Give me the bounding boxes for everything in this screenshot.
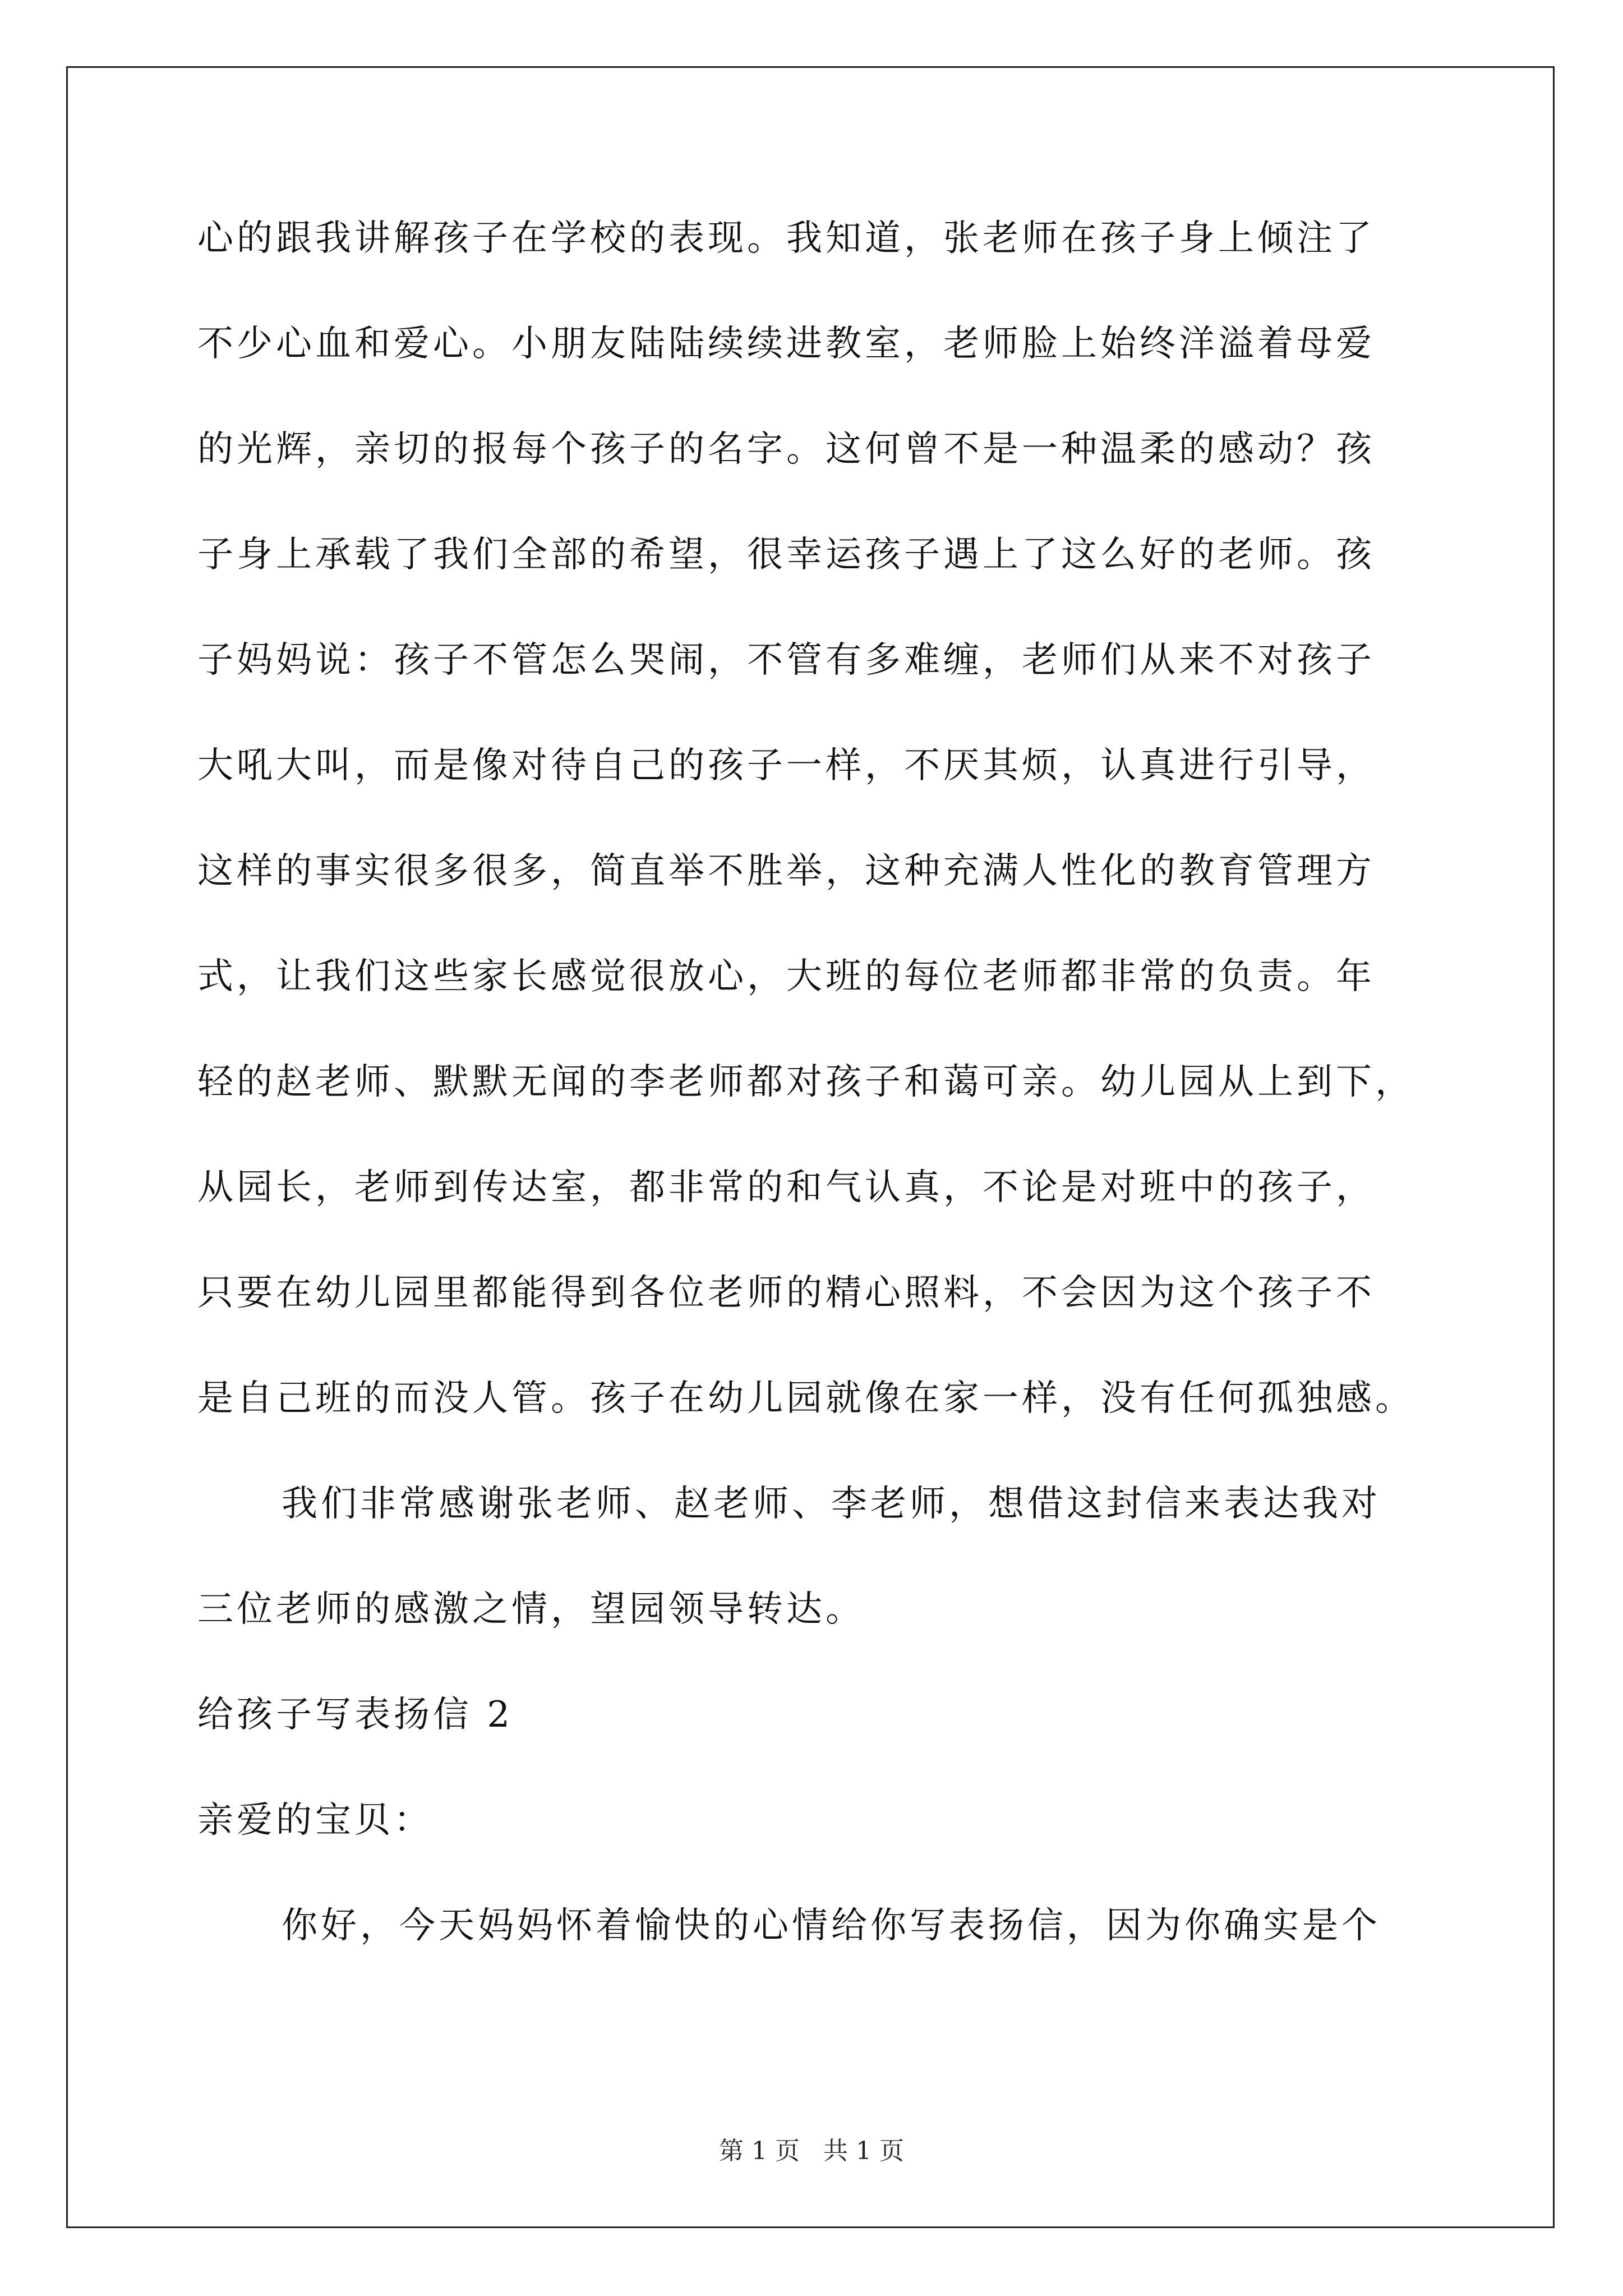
text-line: 式，让我们这些家长感觉很放心，大班的每位老师都非常的负责。年 — [197, 956, 1375, 997]
text-line: 我们非常感谢张老师、赵老师、李老师，想借这封信来表达我对 — [282, 1483, 1381, 1525]
text-line: 这样的事实很多很多，简直举不胜举，这种充满人性化的教育管理方 — [197, 850, 1375, 892]
text-line: 是自己班的而没人管。孩子在幼儿园就像在家一样，没有任何孤独感。 — [197, 1378, 1414, 1419]
text-line: 的光辉，亲切的报每个孩子的名字。这何曾不是一种温柔的感动？孩 — [197, 429, 1375, 470]
section-heading: 给孩子写表扬信 2 — [197, 1694, 514, 1736]
text-line: 三位老师的感激之情，望园领导转达。 — [197, 1589, 865, 1630]
page-number-total: 共 1 页 — [823, 2137, 904, 2165]
text-line: 心的跟我讲解孩子在学校的表现。我知道，张老师在孩子身上倾注了 — [197, 218, 1375, 259]
text-line: 轻的赵老师、默默无闻的李老师都对孩子和蔼可亲。幼儿园从上到下， — [197, 1061, 1414, 1103]
text-line: 不少心血和爱心。小朋友陆陆续续进教室，老师脸上始终洋溢着母爱 — [197, 323, 1375, 365]
page-footer — [0, 2134, 1623, 2168]
page-number-current: 第 1 页 — [719, 2137, 800, 2165]
text-line: 从园长，老师到传达室，都非常的和气认真，不论是对班中的孩子， — [197, 1167, 1375, 1208]
text-line: 只要在幼儿园里都能得到各位老师的精心照料，不会因为这个孩子不 — [197, 1272, 1375, 1314]
text-line: 子妈妈说：孩子不管怎么哭闹，不管有多难缠，老师们从来不对孩子 — [197, 639, 1375, 681]
text-line: 子身上承载了我们全部的希望，很幸运孩子遇上了这么好的老师。孩 — [197, 534, 1375, 576]
salutation: 亲爱的宝贝： — [197, 1800, 433, 1841]
text-line: 大吼大叫，而是像对待自己的孩子一样，不厌其烦，认真进行引导， — [197, 745, 1375, 786]
text-line: 你好，今天妈妈怀着愉快的心情给你写表扬信，因为你确实是个 — [282, 1905, 1381, 1947]
